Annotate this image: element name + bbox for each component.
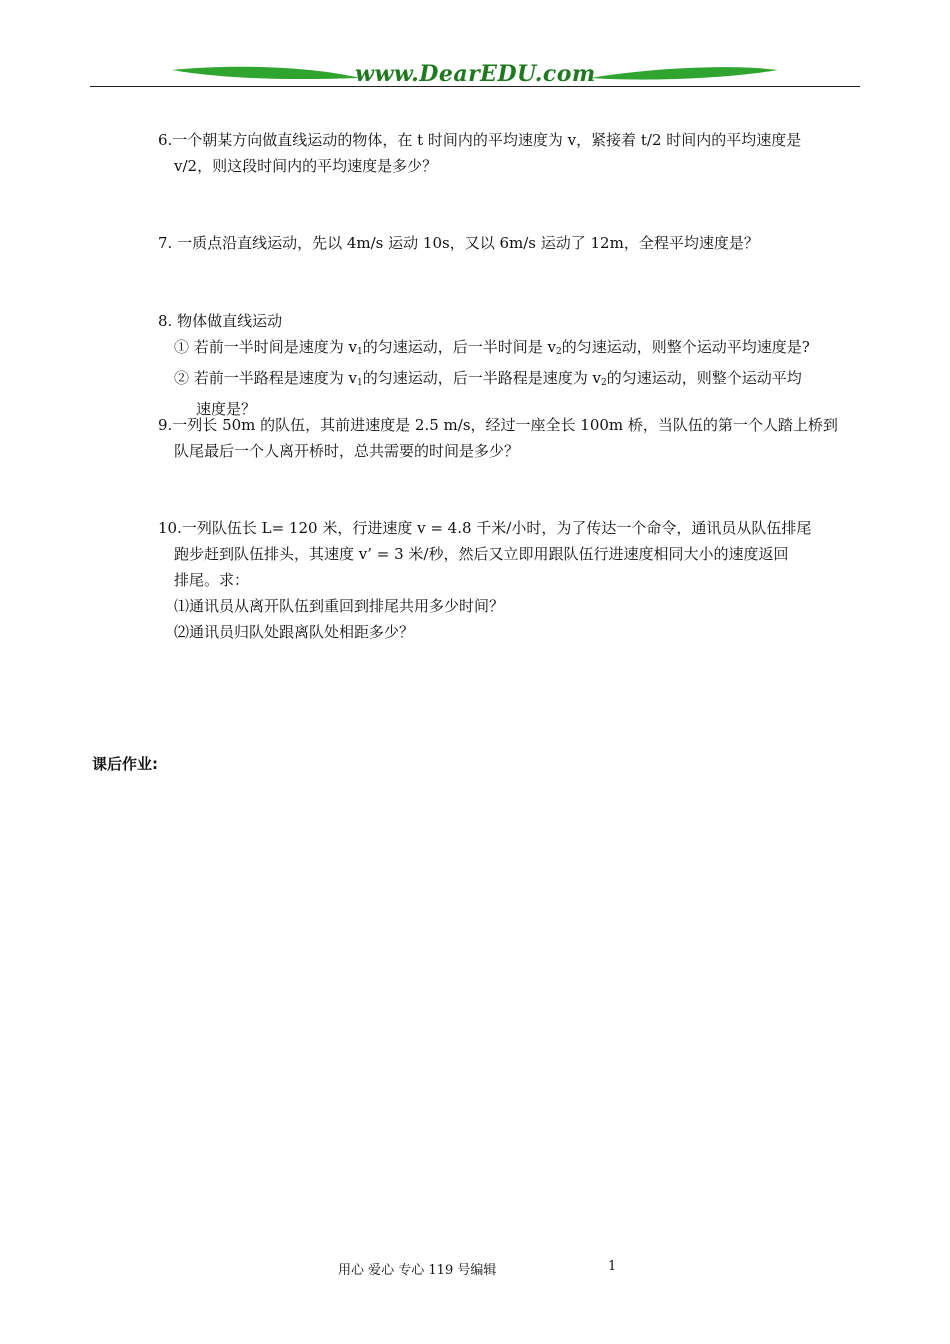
question-6-line-1: 6.一个朝某方向做直线运动的物体，在 t 时间内的平均速度为 v，紧接着 t/2 时间内的平均速度是 xyxy=(158,131,802,149)
question-10 xyxy=(158,515,863,645)
homework-section-title: 课后作业: xyxy=(92,755,158,773)
question-7 xyxy=(158,230,863,256)
question-6-line-2: v/2，则这段时间内的平均速度是多少？ xyxy=(174,157,438,175)
question-8-part-1: ① 若前一半时间是速度为 $v_1$的匀速运动，后一半时间是 $v_2$的匀速运动，则整个运动平均速度是? xyxy=(174,338,810,357)
subscript: 2 xyxy=(601,378,607,388)
question-8-part-2: ② 若前一半路程是速度为 $v_1$的匀速运动，后一半路程是速度为 $v_2$的匀速运动，则整个运动平均 xyxy=(174,369,802,388)
question-6 xyxy=(158,127,863,179)
question-10-sub-1: ⑴通讯员从离开队伍到重回到排尾共用多少时间？ xyxy=(174,597,505,615)
question-10-line-2: 跑步赶到队伍排头，其速度 v’ = 3 米/秒，然后又立即用跟队伍行进速度相同大小的速度返回 xyxy=(174,545,789,563)
footer-text: 用心 爱心 专心 119 号编辑 xyxy=(338,1263,497,1278)
page-number: 1 xyxy=(608,1259,617,1274)
question-8 xyxy=(158,308,863,422)
question-8-title: 8. 物体做直线运动 xyxy=(158,312,283,330)
question-10-sub-2: ⑵通讯员归队处跟离队处相距多少？ xyxy=(174,623,415,641)
left-swoosh-icon xyxy=(172,67,360,79)
subscript: 1 xyxy=(357,378,363,388)
question-7-line-1: 7. 一质点沿直线运动，先以 4m/s 运动 10s，又以 6m/s 运动了 12m，全程平均速度是？ xyxy=(158,234,759,252)
header-divider xyxy=(90,86,860,87)
subscript: 2 xyxy=(556,347,562,357)
question-10-line-3: 排尾。求： xyxy=(174,571,250,589)
question-9-line-1: 9.一列长 50m 的队伍，其前进速度是 2.5 m/s，经过一座全长 100m 桥，当队伍的第一个人踏上桥到 xyxy=(158,416,838,434)
question-9-line-2: 队尾最后一个人离开桥时，总共需要的时间是多少？ xyxy=(174,442,520,460)
question-10-line-1: 10.一列队伍长 L= 120 米，行进速度 v = 4.8 千米/小时，为了传达一个命令，通讯员从队伍排尾 xyxy=(158,519,812,537)
question-8-part-2-cont: 速度是？ xyxy=(196,400,257,418)
question-9 xyxy=(158,412,863,464)
subscript: 1 xyxy=(357,347,363,357)
site-logo-text: www.DearEDU.com xyxy=(355,61,596,87)
right-swoosh-icon xyxy=(590,67,778,79)
